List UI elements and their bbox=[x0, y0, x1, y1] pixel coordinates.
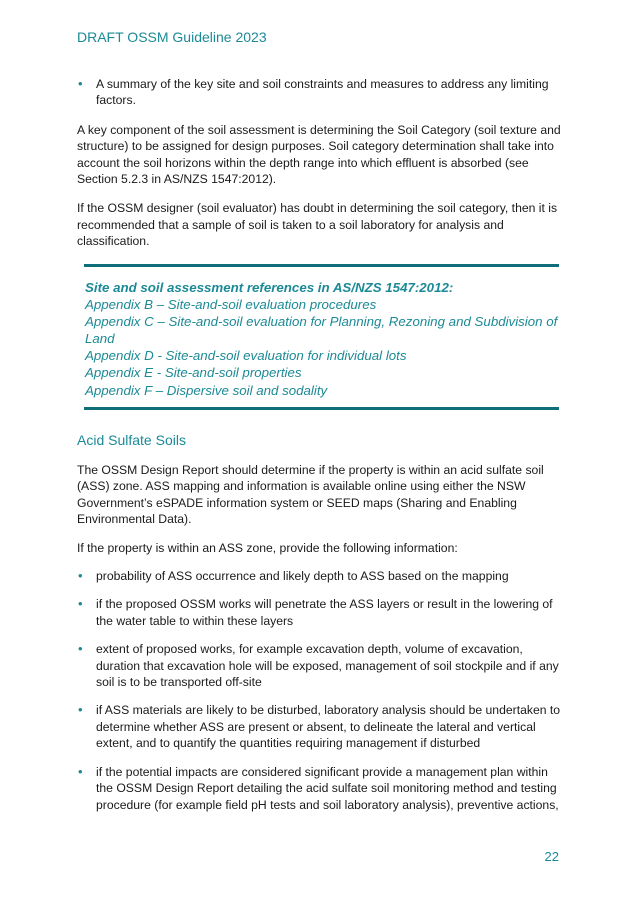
paragraph: If the property is within an ASS zone, provide the following information: bbox=[77, 540, 458, 555]
page-number: 22 bbox=[544, 849, 559, 864]
paragraph: If the OSSM designer (soil evaluator) has doubt in determining the soil category, then it is recommended that a sample of soil is taken to a soil laboratory for analysis and classification. bbox=[77, 201, 558, 249]
intro-section bbox=[77, 76, 562, 250]
acid-sulfate-section bbox=[77, 462, 562, 813]
callout-item: Appendix E - Site-and-soil properties bbox=[85, 365, 302, 381]
callout-item: Appendix B – Site-and-soil evaluation procedures bbox=[85, 297, 377, 313]
list-item: • if ASS materials are likely to be disturbed, laboratory analysis should be undertaken to determine whether ASS are present or absent, to delineate the lateral and vertical extent, and to quantify the quantities requiring management if disturbed bbox=[77, 702, 562, 751]
section-heading: Acid Sulfate Soils bbox=[77, 432, 186, 448]
callout-item: Appendix F – Dispersive soil and sodality bbox=[85, 382, 328, 398]
document-header: DRAFT OSSM Guideline 2023 bbox=[77, 29, 267, 45]
paragraph: A key component of the soil assessment is determining the Soil Category (soil texture and structure) to be assigned for design purposes. Soil category determination shall take into account the soil horizons within the depth range into which effluent is absorbed (see Section 5.2.3 in AS/NZS 1547:2012). bbox=[77, 122, 561, 187]
callout-item: Appendix D - Site-and-soil evaluation for individual lots bbox=[85, 348, 407, 364]
list-item: • if the proposed OSSM works will penetrate the ASS layers or result in the lowering of the water table to within these layers bbox=[77, 596, 562, 629]
list-item: • A summary of the key site and soil constraints and measures to address any limiting factors. bbox=[77, 76, 562, 109]
list-item: • extent of proposed works, for example excavation depth, volume of excavation, duration that excavation hole will be exposed, management of soil stockpile and if any soil is to be transported off-site bbox=[77, 641, 562, 690]
list-item: • probability of ASS occurrence and likely depth to ASS based on the mapping bbox=[77, 568, 562, 584]
callout-item: Appendix C – Site-and-soil evaluation for Planning, Rezoning and Subdivision of Land bbox=[85, 314, 558, 347]
references-callout-box bbox=[84, 264, 559, 410]
callout-title: Site and soil assessment references in AS/NZS 1547:2012: bbox=[85, 280, 454, 295]
paragraph: The OSSM Design Report should determine if the property is within an acid sulfate soil (ASS) zone. ASS mapping and information is available online using either the NSW Government’s eSPADE information system or SEED maps (Sharing and Enabling Environmental Data). bbox=[77, 463, 544, 527]
list-item: • if the potential impacts are considered significant provide a management plan within the OSSM Design Report detailing the acid sulfate soil monitoring method and testing procedure (for example field pH tests and soil laboratory analysis), preventive actions, bbox=[77, 764, 562, 813]
